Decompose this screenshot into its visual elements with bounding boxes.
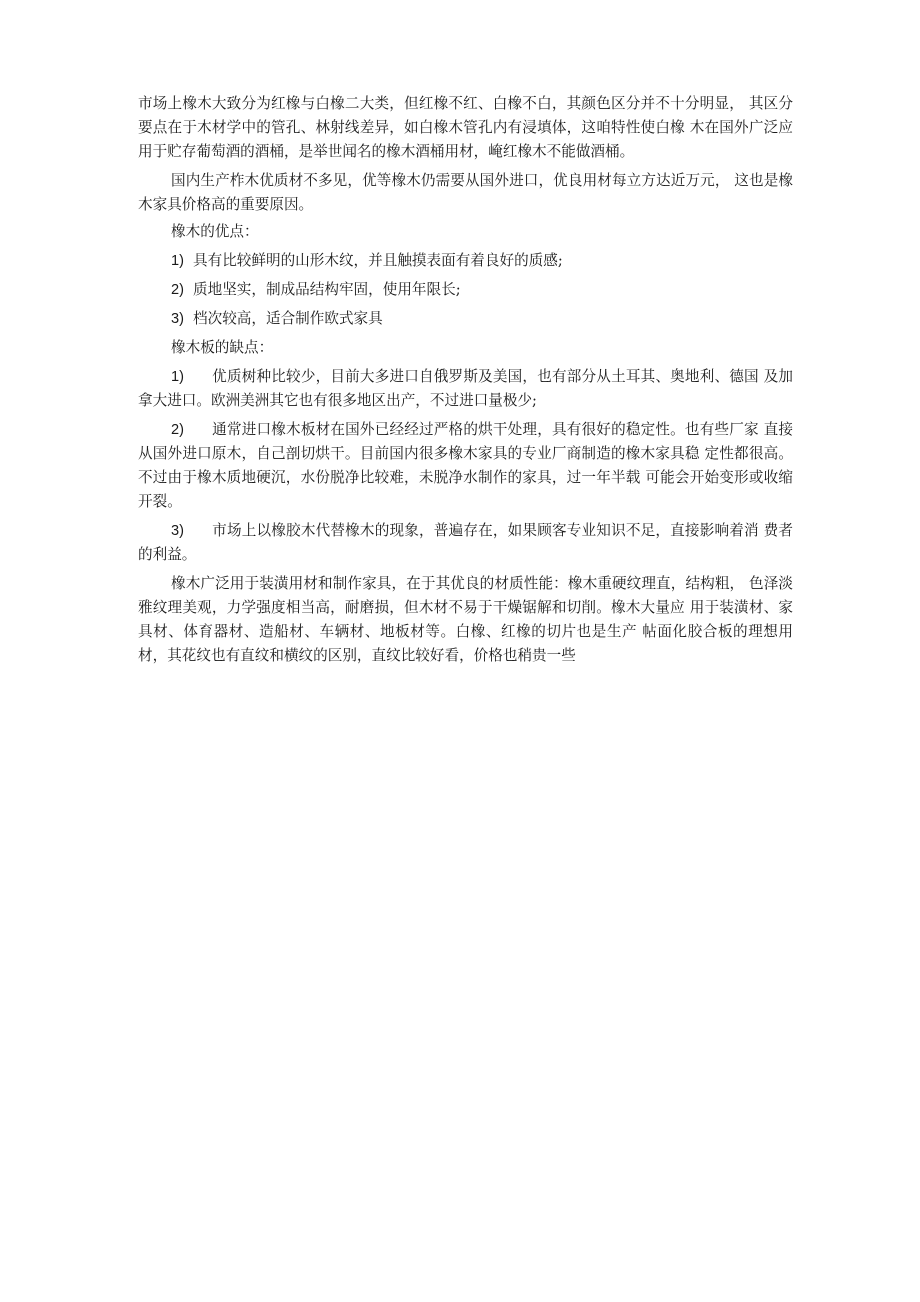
disadvantage-item-2: [138, 418, 793, 514]
disadvantage-item-3: [138, 519, 793, 567]
list-text: 具有比较鲜明的山形木纹，并且触摸表面有着良好的质感;: [193, 252, 563, 269]
list-number: 1): [171, 253, 184, 269]
document-page: [138, 92, 793, 668]
advantages-heading: 橡木的优点：: [171, 223, 259, 240]
advantage-item-2: [138, 278, 793, 302]
list-text: 市场上以橡胶木代替橡木的现象，普遍存在，如果顾客专业知识不足，直接影响着消 费者的利益。: [138, 522, 793, 563]
usage-paragraph: 橡木广泛用于装潢用材和制作家具，在于其优良的材质性能：橡木重硬纹理直，结构粗， 色泽淡雅纹理美观，力学强度相当高，耐磨损，但木材不易于干燥锯解和切削。橡木大量应 用于装潢材、家具材、体育器材、造船材、车辆材、地板材等。白橡、红橡的切片也是生产 帖面化胶合板的理想用材，其花纹也有直纹和横纹的区别，直纹比较好看，价格也稍贵一些: [138, 575, 793, 664]
list-number: 2): [171, 282, 184, 298]
advantage-item-3: [138, 307, 793, 331]
list-text: 档次较高，适合制作欧式家具: [193, 310, 383, 327]
list-number: 3): [171, 523, 184, 539]
list-text: 通常进口橡木板材在国外已经经过严格的烘干处理，具有很好的稳定性。也有些厂家 直接从国外进口原木，自己剖切烘干。目前国内很多橡木家具的专业厂商制造的橡木家具稳 定性都很高。不过由于橡木质地硬沉，水份脱净比较难，未脱净水制作的家具，过一年半载 可能会开始变形或收缩开裂。: [138, 421, 793, 510]
list-number: 2): [171, 422, 184, 438]
list-text: 优质树种比较少，目前大多进口自俄罗斯及美国，也有部分从土耳其、奥地利、德国 及加拿大进口。欧洲美洲其它也有很多地区出产，不过进口量极少;: [138, 368, 793, 409]
intro-paragraph: 市场上橡木大致分为红橡与白橡二大类，但红橡不红、白橡不白，其颜色区分并不十分明显， 其区分要点在于木材学中的管孔、林射线差异，如白橡木管孔内有浸填体，这咱特性使白橡 木在国外广泛应用于贮存葡萄酒的酒桶，是举世闻名的橡木酒桶用材，崦红橡木不能做酒桶。: [138, 95, 793, 160]
disadvantages-heading: 橡木板的缺点：: [171, 339, 274, 356]
list-number: 1): [171, 369, 184, 385]
advantage-item-1: [138, 249, 793, 273]
list-text: 质地坚实，制成品结构牢固，使用年限长;: [193, 281, 461, 298]
domestic-paragraph: 国内生产柞木优质材不多见，优等橡木仍需要从国外进口，优良用材每立方达近万元， 这也是橡木家具价格高的重要原因。: [138, 172, 793, 213]
disadvantage-item-1: [138, 365, 793, 413]
list-number: 3): [171, 311, 184, 327]
